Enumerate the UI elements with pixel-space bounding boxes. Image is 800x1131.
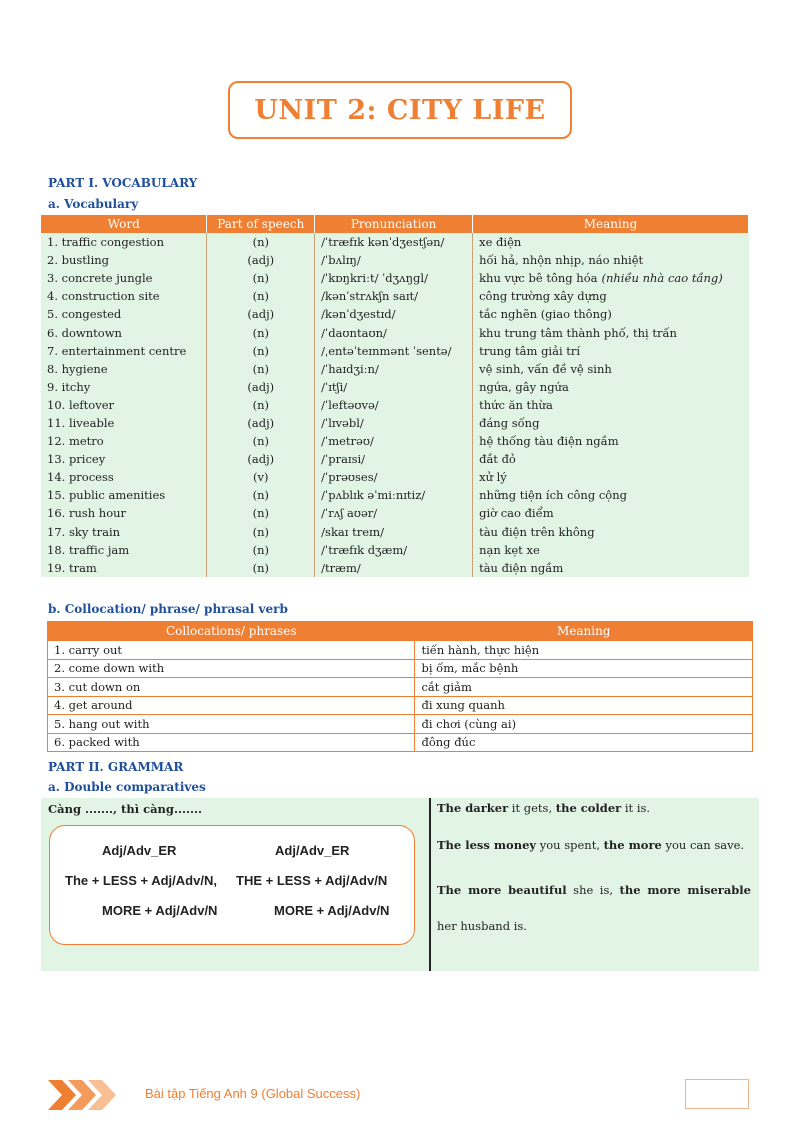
coll-meaning: bị ốm, mắc bệnh bbox=[415, 659, 753, 678]
vocab-pronunciation: /ˈtræfɪk dʒæm/ bbox=[315, 541, 473, 559]
vocab-row bbox=[41, 323, 749, 341]
vocab-word: 2. bustling bbox=[41, 251, 207, 269]
vocab-word: 11. liveable bbox=[41, 414, 207, 432]
vocab-word: 4. construction site bbox=[41, 287, 207, 305]
vocab-meaning: xe điện bbox=[473, 233, 749, 251]
vocab-pos: (n) bbox=[207, 559, 315, 577]
vocab-word: 18. traffic jam bbox=[41, 541, 207, 559]
vocab-word: 14. process bbox=[41, 468, 207, 486]
collocation-table bbox=[47, 621, 753, 752]
vocab-row bbox=[41, 305, 749, 323]
vocab-pos: (n) bbox=[207, 523, 315, 541]
part1-heading: PART I. VOCABULARY bbox=[48, 176, 198, 190]
vocab-pronunciation: /ˈlɪvəbl/ bbox=[315, 414, 473, 432]
vocab-word: 16. rush hour bbox=[41, 504, 207, 522]
vocab-row bbox=[41, 378, 749, 396]
vocab-meaning: xử lý bbox=[473, 468, 749, 486]
vocab-pos: (n) bbox=[207, 432, 315, 450]
vocab-meaning: giờ cao điểm bbox=[473, 504, 749, 522]
vocab-row bbox=[41, 269, 749, 287]
grammar-divider bbox=[429, 798, 431, 971]
vocab-pronunciation: /ˈdaʊntaʊn/ bbox=[315, 323, 473, 341]
watermark-stamp bbox=[685, 1079, 749, 1109]
vocab-word: 12. metro bbox=[41, 432, 207, 450]
vocab-word: 3. concrete jungle bbox=[41, 269, 207, 287]
header-collocations: Collocations/ phrases bbox=[48, 622, 415, 641]
example-3: The more beautiful she is, the more miserable her husband is. bbox=[437, 883, 751, 933]
vocab-word: 13. pricey bbox=[41, 450, 207, 468]
coll-meaning: đi xung quanh bbox=[415, 696, 753, 715]
header-part-of-speech: Part of speech bbox=[207, 215, 315, 233]
vocab-word: 8. hygiene bbox=[41, 360, 207, 378]
vocab-meaning: nạn kẹt xe bbox=[473, 541, 749, 559]
footer-text: Bài tập Tiếng Anh 9 (Global Success) bbox=[145, 1086, 361, 1101]
vocab-pronunciation: /ˈmetrəʊ/ bbox=[315, 432, 473, 450]
coll-row bbox=[48, 733, 753, 752]
header-pronunciation: Pronunciation bbox=[315, 215, 473, 233]
formula-left-1: Adj/Adv_ER bbox=[102, 843, 177, 858]
vocab-row bbox=[41, 414, 749, 432]
vocab-pos: (n) bbox=[207, 342, 315, 360]
vocab-word: 1. traffic congestion bbox=[41, 233, 207, 251]
vocab-meaning: vệ sinh, vấn đề vệ sinh bbox=[473, 360, 749, 378]
vocab-row bbox=[41, 504, 749, 522]
coll-row bbox=[48, 715, 753, 734]
example-2: The less money you spent, the more you can save. bbox=[437, 838, 745, 852]
vocab-row bbox=[41, 432, 749, 450]
coll-phrase: 5. hang out with bbox=[48, 715, 415, 734]
example-1: The darker it gets, the colder it is. bbox=[437, 801, 651, 815]
vocab-pos: (n) bbox=[207, 504, 315, 522]
formula-right-3: MORE + Adj/Adv/N bbox=[274, 903, 390, 918]
grammar-subheading: a. Double comparatives bbox=[48, 780, 206, 794]
vocab-meaning: tắc nghẽn (giao thông) bbox=[473, 305, 749, 323]
vocab-word: 17. sky train bbox=[41, 523, 207, 541]
vocab-pronunciation: /ˈpʌblɪk əˈmiːnɪtiz/ bbox=[315, 486, 473, 504]
vocab-row bbox=[41, 450, 749, 468]
footer-arrows-icon bbox=[48, 1078, 128, 1112]
vocab-meaning: đắt đỏ bbox=[473, 450, 749, 468]
unit-title-box bbox=[228, 81, 572, 139]
coll-phrase: 3. cut down on bbox=[48, 678, 415, 697]
vocab-pos: (n) bbox=[207, 486, 315, 504]
grammar-structure-panel bbox=[41, 798, 429, 971]
vocab-meaning: tàu điện ngầm bbox=[473, 559, 749, 577]
vocab-pos: (adj) bbox=[207, 251, 315, 269]
coll-row bbox=[48, 678, 753, 697]
vocab-pronunciation: /kənˈdʒestɪd/ bbox=[315, 305, 473, 323]
unit-title: UNIT 2: CITY LIFE bbox=[254, 94, 546, 126]
vocab-pos: (adj) bbox=[207, 305, 315, 323]
header-word: Word bbox=[41, 215, 207, 233]
vocab-row bbox=[41, 486, 749, 504]
vocab-row bbox=[41, 251, 749, 269]
vocab-meaning: hệ thống tàu điện ngầm bbox=[473, 432, 749, 450]
vocab-word: 6. downtown bbox=[41, 323, 207, 341]
vocab-pos: (n) bbox=[207, 396, 315, 414]
coll-meaning: cắt giảm bbox=[415, 678, 753, 697]
vocab-pronunciation: /ˈkɒŋkriːt/ ˈdʒʌŋɡl/ bbox=[315, 269, 473, 287]
vocab-pronunciation: /ˈtræfɪk kənˈdʒestʃən/ bbox=[315, 233, 473, 251]
collocation-subheading: b. Collocation/ phrase/ phrasal verb bbox=[48, 602, 288, 616]
coll-meaning: đi chơi (cùng ai) bbox=[415, 715, 753, 734]
vocab-pronunciation: /ˈbʌlɪŋ/ bbox=[315, 251, 473, 269]
formula-box bbox=[49, 825, 415, 945]
vocab-header-row bbox=[41, 215, 749, 233]
vocab-row bbox=[41, 233, 749, 251]
vocab-pos: (n) bbox=[207, 233, 315, 251]
part2-heading: PART II. GRAMMAR bbox=[48, 760, 184, 774]
vocab-word: 19. tram bbox=[41, 559, 207, 577]
coll-row bbox=[48, 696, 753, 715]
vocab-pos: (v) bbox=[207, 468, 315, 486]
vocab-row bbox=[41, 360, 749, 378]
vocabulary-table bbox=[41, 215, 749, 577]
vocab-pronunciation: /ˌentəˈteɪnmənt ˈsentə/ bbox=[315, 342, 473, 360]
coll-phrase: 6. packed with bbox=[48, 733, 415, 752]
vocab-meaning: hối hả, nhộn nhịp, náo nhiệt bbox=[473, 251, 749, 269]
formula-left-3: MORE + Adj/Adv/N bbox=[102, 903, 218, 918]
vocab-meaning: trung tâm giải trí bbox=[473, 342, 749, 360]
vocab-word: 15. public amenities bbox=[41, 486, 207, 504]
vocab-meaning: những tiện ích công cộng bbox=[473, 486, 749, 504]
header-coll-meaning: Meaning bbox=[415, 622, 753, 641]
vocab-meaning: công trường xây dựng bbox=[473, 287, 749, 305]
vocab-pos: (n) bbox=[207, 287, 315, 305]
vocab-row bbox=[41, 559, 749, 577]
vocab-meaning: tàu điện trên không bbox=[473, 523, 749, 541]
vocab-meaning: khu vực bê tông hóa (nhiều nhà cao tầng) bbox=[473, 269, 749, 287]
vocab-word: 10. leftover bbox=[41, 396, 207, 414]
vocab-pronunciation: /ˈɪtʃi/ bbox=[315, 378, 473, 396]
formula-right-2: THE + LESS + Adj/Adv/N bbox=[236, 873, 388, 888]
grammar-title: Càng ......., thì càng....... bbox=[48, 802, 202, 816]
vocab-pronunciation: /skaɪ treɪn/ bbox=[315, 523, 473, 541]
vocab-row bbox=[41, 342, 749, 360]
coll-phrase: 1. carry out bbox=[48, 641, 415, 660]
formula-right-1: Adj/Adv_ER bbox=[275, 843, 350, 858]
coll-phrase: 2. come down with bbox=[48, 659, 415, 678]
vocab-pronunciation: /ˈpraɪsi/ bbox=[315, 450, 473, 468]
coll-row bbox=[48, 641, 753, 660]
formula-left-2: The + LESS + Adj/Adv/N, bbox=[65, 873, 217, 888]
vocab-pronunciation: /ˈrʌʃ aʊər/ bbox=[315, 504, 473, 522]
vocab-row bbox=[41, 468, 749, 486]
header-meaning: Meaning bbox=[473, 215, 749, 233]
vocab-pos: (n) bbox=[207, 269, 315, 287]
coll-meaning: đông đúc bbox=[415, 733, 753, 752]
vocab-row bbox=[41, 523, 749, 541]
coll-header-row bbox=[48, 622, 753, 641]
vocab-meaning: thức ăn thừa bbox=[473, 396, 749, 414]
grammar-box bbox=[41, 798, 759, 971]
vocab-meaning-note: (nhiều nhà cao tầng) bbox=[601, 271, 723, 286]
vocab-row bbox=[41, 541, 749, 559]
vocab-pos: (n) bbox=[207, 360, 315, 378]
vocab-word: 5. congested bbox=[41, 305, 207, 323]
vocab-pos: (n) bbox=[207, 541, 315, 559]
coll-row bbox=[48, 659, 753, 678]
vocab-pronunciation: /træm/ bbox=[315, 559, 473, 577]
coll-meaning: tiến hành, thực hiện bbox=[415, 641, 753, 660]
vocab-meaning: khu trung tâm thành phố, thị trấn bbox=[473, 323, 749, 341]
vocab-row bbox=[41, 396, 749, 414]
vocab-pronunciation: /ˈleftəʊvə/ bbox=[315, 396, 473, 414]
vocab-pos: (adj) bbox=[207, 450, 315, 468]
grammar-examples bbox=[437, 798, 751, 944]
vocab-pos: (adj) bbox=[207, 414, 315, 432]
vocab-word: 7. entertainment centre bbox=[41, 342, 207, 360]
vocab-pronunciation: /ˈprəʊses/ bbox=[315, 468, 473, 486]
vocab-row bbox=[41, 287, 749, 305]
vocab-pronunciation: /kənˈstrʌkʃn saɪt/ bbox=[315, 287, 473, 305]
vocab-pos: (n) bbox=[207, 323, 315, 341]
vocab-pronunciation: /ˈhaɪdʒiːn/ bbox=[315, 360, 473, 378]
vocab-subheading: a. Vocabulary bbox=[48, 197, 139, 211]
vocab-meaning: ngứa, gây ngứa bbox=[473, 378, 749, 396]
coll-phrase: 4. get around bbox=[48, 696, 415, 715]
vocab-pos: (adj) bbox=[207, 378, 315, 396]
vocab-word: 9. itchy bbox=[41, 378, 207, 396]
vocab-meaning: đáng sống bbox=[473, 414, 749, 432]
